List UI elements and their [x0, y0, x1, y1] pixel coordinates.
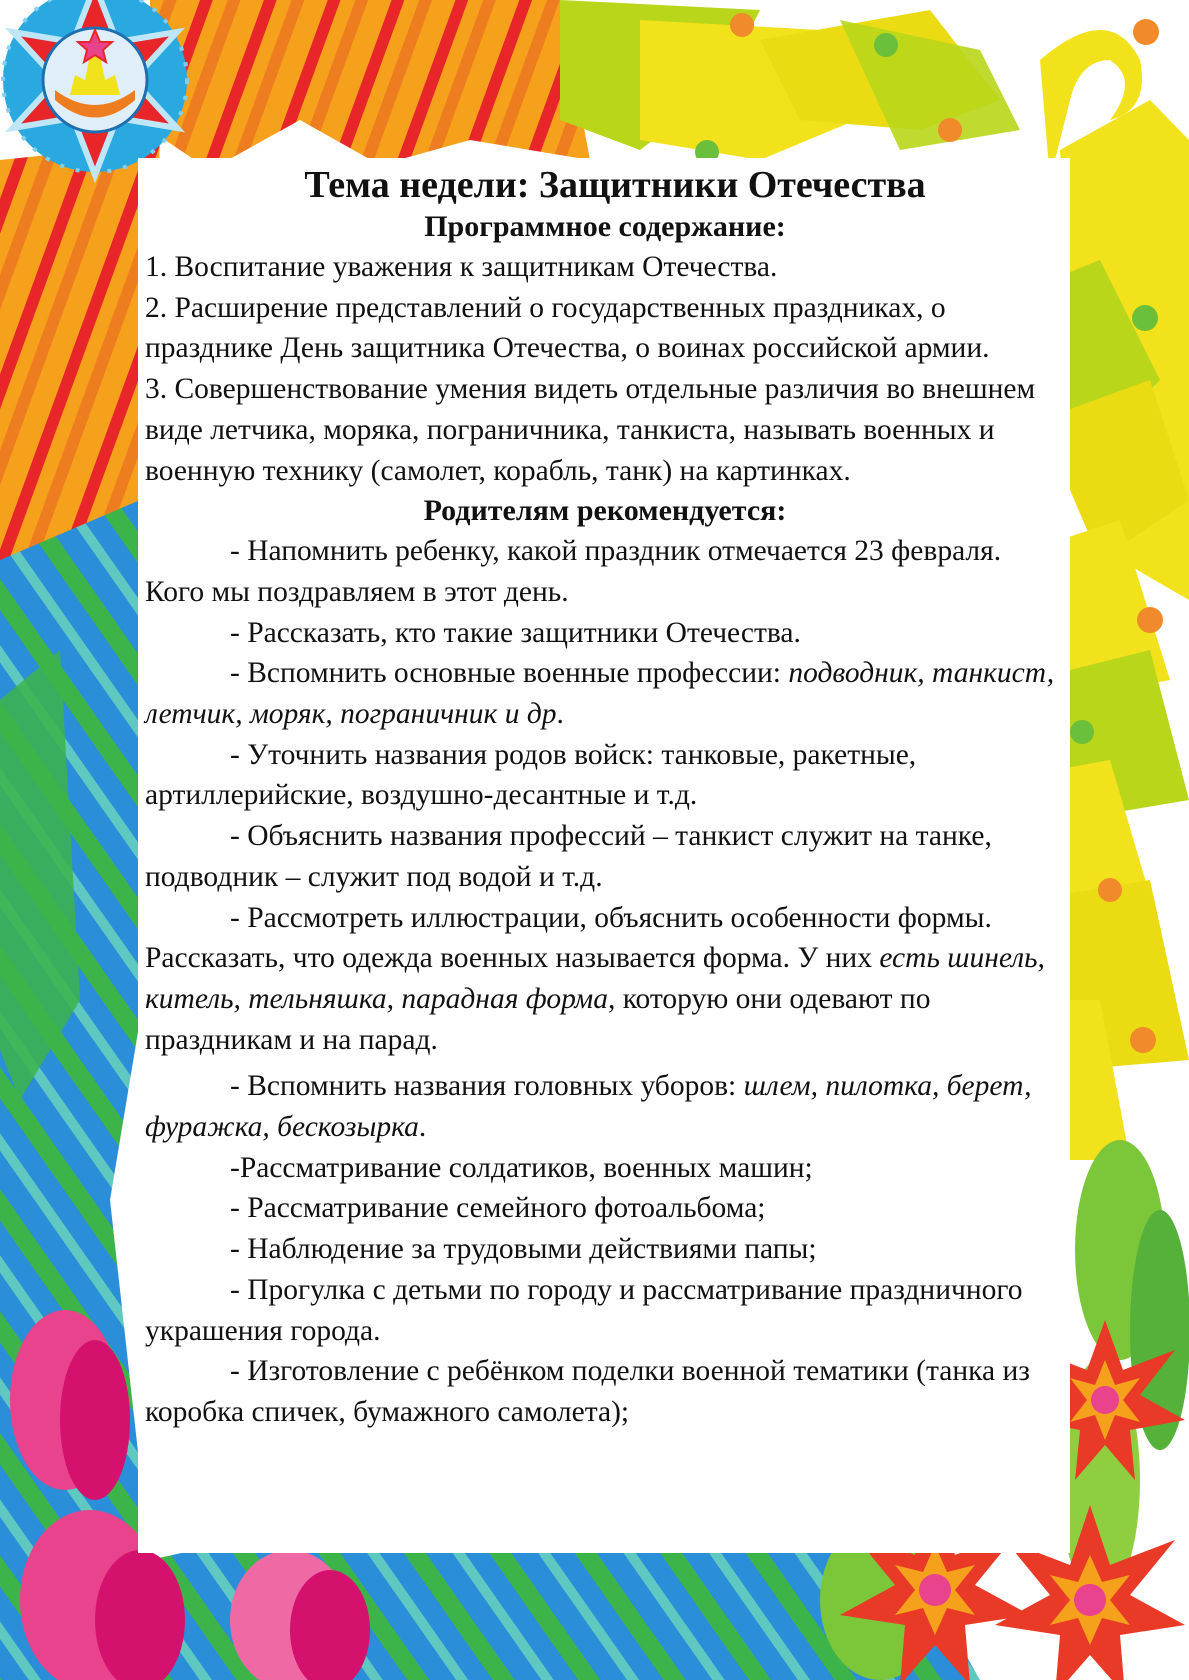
page-title: Тема недели: Защитники Отечества — [304, 164, 926, 206]
program-item-2: 2. Расширение представлений о государственных праздниках, о празднике День защитника Отечества, о воинах российской армии. — [145, 291, 990, 365]
recommendation-4: - Уточнить названия родов войск: танковые, ракетные, артиллерийские, воздушно-десантные и т.д. — [145, 738, 917, 812]
program-item-1: 1. Воспитание уважения к защитникам Отечества. — [145, 251, 778, 283]
headwear-list: шлем, пилотка, берет, фуражка, бескозырка — [145, 1070, 1032, 1144]
uniform-list: есть шинель, китель, тельняшка, парадная форма — [145, 942, 1045, 1015]
recommendation-1: - Напомнить ребенку, какой праздник отмечается 23 февраля. Кого мы поздравляем в этот день. — [145, 535, 1002, 608]
recommendation-10: - Наблюдение за трудовыми действиями папы; — [230, 1233, 817, 1266]
program-item-3: 3. Совершенствование умения видеть отдельные различия во внешнем виде летчика, моряка, пограничника, танкиста, называть военных и военную технику (самолет, корабль, танк) на картинках. — [145, 373, 1036, 487]
recommendation-11: - Прогулка с детьми по городу и рассматривание праздничного украшения города. — [145, 1273, 1023, 1347]
recommendation-6: - Рассмотреть иллюстрации, объяснить особенности формы. Рассказать, что одежда военных называется форма. У них есть шинель, китель, тельняшка, парадная форма, которую они одевают по праздникам и на парад. — [145, 901, 1045, 1056]
recommendation-12: - Изготовление с ребёнком поделки военной тематики (танка из коробка спичек, бумажного самолета); — [145, 1355, 1030, 1428]
recommendation-5: - Объяснить названия профессий – танкист служит на танке, подводник – служит под водой и т.д. — [145, 820, 992, 893]
recommendation-7: - Вспомнить названия головных уборов: шлем, пилотка, берет, фуражка, бескозырка. — [145, 1070, 1032, 1144]
parents-heading: Родителям рекомендуется: — [423, 494, 787, 528]
program-heading: Программное содержание: — [424, 210, 786, 243]
recommendation-2: - Рассказать, кто такие защитники Отечества. — [230, 616, 801, 649]
recommendation-8: -Рассматривание солдатиков, военных машин; — [230, 1151, 813, 1184]
recommendation-3: - Вспомнить основные военные профессии: подводник, танкист, летчик, моряк, пограничник и др. — [145, 657, 1055, 731]
recommendation-9: - Рассматривание семейного фотоальбома; — [230, 1192, 766, 1225]
professions-list: подводник, танкист, летчик, моряк, пограничник и др — [145, 657, 1055, 731]
document-body — [145, 163, 1065, 1433]
blue-ribbon-decoration — [0, 500, 160, 1680]
